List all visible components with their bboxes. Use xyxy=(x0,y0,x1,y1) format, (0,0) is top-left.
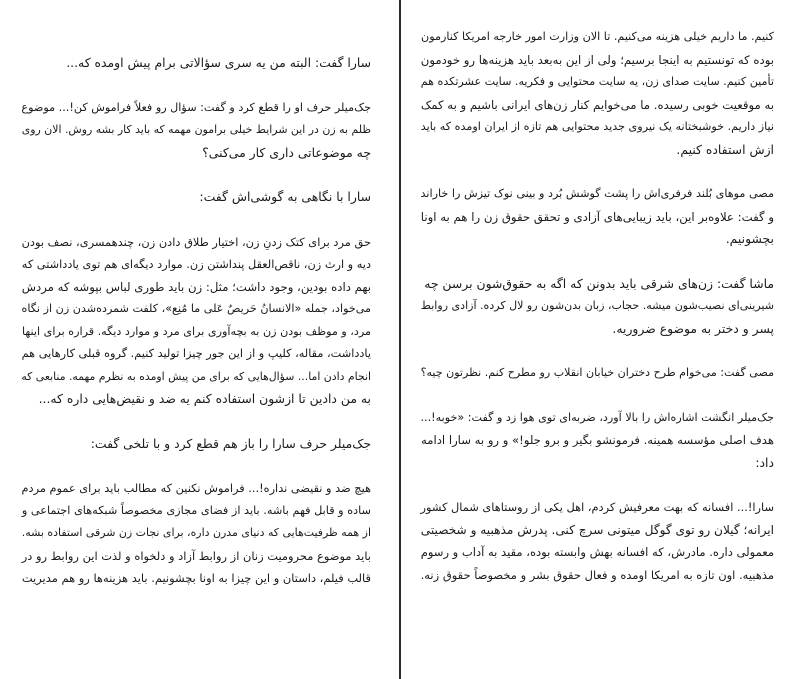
text-line: و گفت: علاوه‌بر این، باید زیبایی‌های آزادی و تحقق حقوق زن را هم به اونا xyxy=(420,209,774,224)
text-line: مذهبیه. اون تازه به امریکا اومده و فعال حقوق بشر و مخصوصاً حقوق زنه. xyxy=(420,567,774,582)
text-line: ظلم به زن در این شرایط خیلی برامون مهمه که باید کار بشه روش. الان روی xyxy=(21,123,371,136)
paragraph xyxy=(18,477,371,590)
paragraph xyxy=(18,433,371,456)
text-line: نیاز داریم. خوشبختانه یک نیروی جدید محتوایی هم تازه از ایران اومده که باید xyxy=(420,120,774,133)
text-line: جک‌میلر انگشت اشاره‌اش را بالا آورد، ضربه‌ای توی هوا زد و گفت: «خوبه!... xyxy=(420,410,774,424)
right-page xyxy=(401,0,800,679)
text-line: مصی گفت: می‌خوام طرح دختران خیابان انقلاب رو مطرح کنم. نظرتون چیه؟ xyxy=(420,366,774,379)
text-line: سارا!... افسانه که بهت معرفیش کردم، اهل یکی از روستاهای شمال کشور xyxy=(420,500,774,514)
paragraph xyxy=(18,231,371,411)
paragraph xyxy=(18,186,371,209)
paragraph xyxy=(417,362,774,385)
left-page xyxy=(0,0,399,679)
text-line: یادداشت، مقاله، کلیپ و از این جور چیزا تولید کنیم. گروه قبلی کارهایی هم xyxy=(21,347,371,360)
text-line: از همه ظرفیت‌هایی که دنیای مدرن داره، برای نجات زن شرقی استفاده بشه. xyxy=(21,526,371,539)
text-line: سارا با نگاهی به گوشی‌اش گفت: xyxy=(199,189,371,204)
text-line: ساده و قابل فهم باشه. باید از فضای مجازی مخصوصاً شبکه‌های اجتماعی و xyxy=(21,503,371,517)
paragraph xyxy=(417,496,774,586)
text-line: می‌خواد، جمله «الانسانُ حَریصٌ عَلی ما مُنِع»، کلفت شمرده‌شدن زن از نگاه xyxy=(21,302,371,315)
text-line: به من دادین تا ازشون استفاده کنم یه ضد و نقیض‌هایی داره که... xyxy=(38,391,371,406)
text-line: بچشونیم. xyxy=(725,231,774,246)
text-line: باید موضوع محرومیت زنان از روابط آزاد و دلخواه و لذت این روابط رو در xyxy=(21,548,371,563)
text-line: بهم داده بودین، وجود داشت؛ مثل: زن باید طوری لباس بپوشه که مردش xyxy=(21,279,371,294)
text-line: مصی موهای بُلند فرفری‌اش را پشت گوشش بُرد و بینی نوک تیزش را خاراند xyxy=(420,187,774,200)
text-line: تأمین کنیم. سایت صدای زن، یه سایت محتوایی و فکریه. سایت عشرتکده هم xyxy=(420,75,774,88)
text-line: انجام دادن اما... سؤال‌هایی که برای من پیش اومده به نظرم مهمه. منابعی که xyxy=(21,369,371,383)
paragraph xyxy=(417,183,774,251)
text-line: مرد، و موظف بودن زن به بچه‌آوری برای مرد و موارد دیگه. قراره برای اینها xyxy=(21,324,371,338)
text-line: جک‌میلر حرف او را قطع کرد و گفت: سؤال رو فعلاً فراموش کن!... موضوع xyxy=(21,100,371,114)
text-line: ماشا گفت: زن‌های شرقی باید بدونن که اگه به حقوق‌شون برسن چه xyxy=(424,275,774,291)
text-line: قالب فیلم، داستان و این چیزا به اونا بچشونیم. باید هزینه‌ها رو هم مدیریت xyxy=(21,571,371,585)
text-line: چه موضوعاتی داری کار می‌کنی؟ xyxy=(202,144,371,160)
text-line: پسر و دختر به موضوع ضروریه. xyxy=(612,320,774,336)
paragraph xyxy=(417,407,774,475)
text-line: معمولی داره. مادرش، که افسانه بهش وابسته بوده، مقید به آداب و رسوم xyxy=(420,545,774,559)
text-line: به موقعیت خوبی رسیده. ما می‌خوایم کنار زن‌های ایرانی باشیم و به کمک xyxy=(420,97,774,112)
paragraph xyxy=(18,97,371,165)
text-line: دیه و ارث زن، ناقص‌العقل پنداشتن زن. موارد دیگه‌ای هم توی یادداشتی که xyxy=(21,257,371,271)
text-line: ایرانه؛ گیلان رو توی گوگل میتونی سرچ کنی. پدرش مذهبیه و شخصیتی xyxy=(420,522,774,537)
text-line: حق مرد برای کتک زدنِ زن، اختیار طلاق دادن زن، چندهمسری، نصف بودن xyxy=(21,234,371,249)
text-line: داد: xyxy=(755,454,774,470)
paragraph xyxy=(417,26,774,161)
text-line: ازش استفاده کنیم. xyxy=(676,141,774,157)
text-line: شیرینی‌ای نصیب‌شون میشه. حجاب، زبان بدن‌شون رو لال کرده. آزادی روابط xyxy=(420,299,774,312)
text-line: بوده که تونستیم به اینجا برسیم؛ ولی از این به‌بعد باید هزینه‌ها رو خودمون xyxy=(420,52,774,67)
text-line: هدف اصلی مؤسسه همینه. فرمونشو بگیر و برو جلو!» و رو به سارا ادامه xyxy=(421,433,774,447)
text-line: سارا گفت: البته من یه سری سؤالاتی برام پیش اومده که... xyxy=(66,55,371,70)
text-line: کنیم. ما داریم خیلی هزینه می‌کنیم. تا الان وزارت امور خارجه امریکا کنارمون xyxy=(421,30,774,43)
text-line: جک‌میلر حرف سارا را باز هم قطع کرد و با تلخی گفت: xyxy=(90,435,371,451)
paragraph xyxy=(18,52,371,75)
paragraph xyxy=(417,273,774,341)
text-line: هیچ ضد و نقیضی نداره!... فراموش نکنین که مطالب باید برای عموم مردم xyxy=(21,481,371,495)
